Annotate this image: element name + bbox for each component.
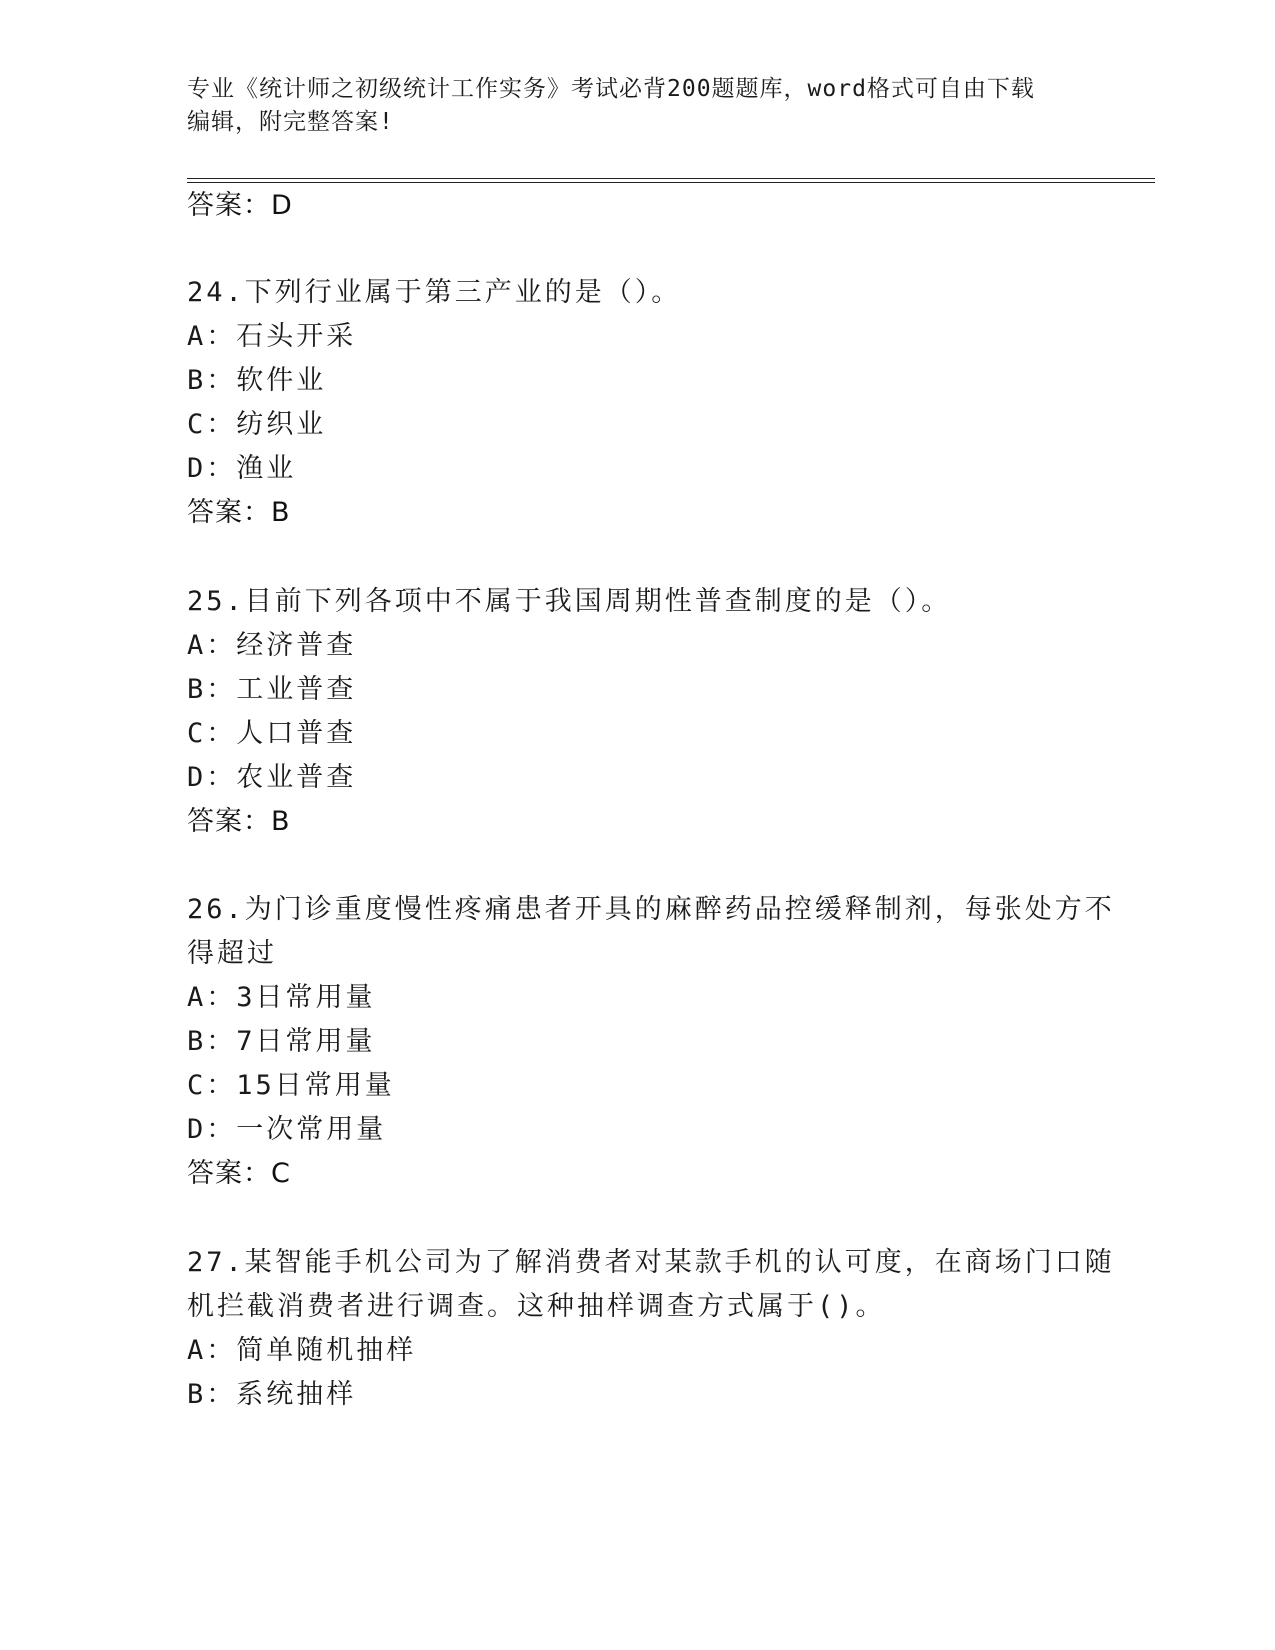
- question-stem-continued: 得超过: [187, 938, 277, 969]
- option-b: B：工业普查: [187, 674, 357, 705]
- question-stem: 26.为门诊重度慢性疼痛患者开具的麻醉药品控缓释制剂，每张处方不: [187, 894, 1115, 925]
- answer-line: 答案：B: [187, 806, 291, 837]
- document-header: [187, 73, 1067, 139]
- option-d: D：农业普查: [187, 762, 357, 793]
- question-stem: 27.某智能手机公司为了解消费者对某款手机的认可度，在商场门口随: [187, 1247, 1115, 1278]
- option-b: B：系统抽样: [187, 1379, 357, 1410]
- answer-line: 答案：B: [187, 497, 291, 528]
- question-stem: 24.下列行业属于第三产业的是（）。: [187, 277, 682, 308]
- option-c: C：15日常用量: [187, 1070, 395, 1101]
- option-b: B：软件业: [187, 365, 327, 396]
- option-b: B：7日常用量: [187, 1026, 376, 1057]
- answer-line: 答案：D: [187, 190, 293, 221]
- question-stem-continued: 机拦截消费者进行调查。这种抽样调查方式属于()。: [187, 1291, 886, 1322]
- option-a: A：3日常用量: [187, 982, 376, 1013]
- question-stem: 25.目前下列各项中不属于我国周期性普查制度的是（）。: [187, 586, 952, 617]
- option-a: A：石头开采: [187, 321, 357, 352]
- option-c: C：纺织业: [187, 409, 327, 440]
- header-title-line-1: 专业《统计师之初级统计工作实务》考试必背200题题库，word格式可自由下载: [187, 76, 1035, 102]
- option-a: A：简单随机抽样: [187, 1335, 417, 1366]
- header-title-line-2: 编辑，附完整答案!: [187, 109, 394, 135]
- header-divider: [187, 178, 1155, 183]
- option-a: A：经济普查: [187, 630, 357, 661]
- option-d: D：一次常用量: [187, 1114, 387, 1145]
- answer-line: 答案：C: [187, 1158, 291, 1189]
- option-c: C：人口普查: [187, 718, 357, 749]
- option-d: D：渔业: [187, 453, 297, 484]
